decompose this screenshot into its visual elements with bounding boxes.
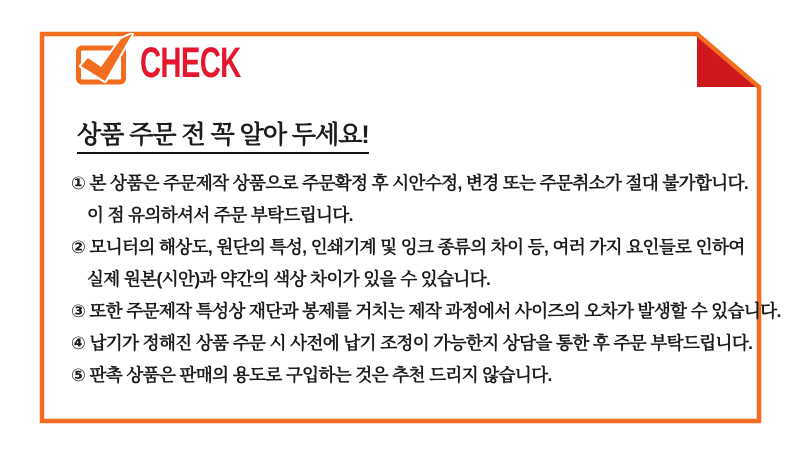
notice-heading: 상품 주문 전 꼭 알아 두세요!: [77, 120, 369, 154]
notice-line-2-continued: 실제 원본(시안)과 약간의 색상 차이가 있을 수 있습니다.: [87, 269, 491, 289]
notice-line-3: ③ 또한 주문제작 특성상 재단과 봉제를 거치는 제작 과정에서 사이즈의 오차가 발생할 수 있습니다.: [71, 301, 781, 321]
notice-line-5: ⑤ 판촉 상품은 판매의 용도로 구입하는 것은 추천 드리지 않습니다.: [71, 365, 552, 385]
notice-list: [71, 167, 781, 391]
check-logo-text: CHECK: [140, 39, 241, 87]
notice-line-4: ④ 납기가 정해진 상품 주문 시 사전에 납기 조정이 가능한지 상담을 통한 후 주문 부탁드립니다.: [71, 333, 753, 353]
notice-line-1-continued: 이 점 유의하셔서 주문 부탁드립니다.: [87, 205, 353, 225]
notice-line-1: ① 본 상품은 주문제작 상품으로 주문확정 후 시안수정, 변경 또는 주문취소가 절대 불가합니다.: [71, 173, 749, 193]
checkbox-check-icon: [75, 33, 137, 87]
notice-line-2: ② 모니터의 해상도, 원단의 특성, 인쇄기계 및 잉크 종류의 차이 등, 여러 가지 요인들로 인하여: [71, 237, 745, 257]
